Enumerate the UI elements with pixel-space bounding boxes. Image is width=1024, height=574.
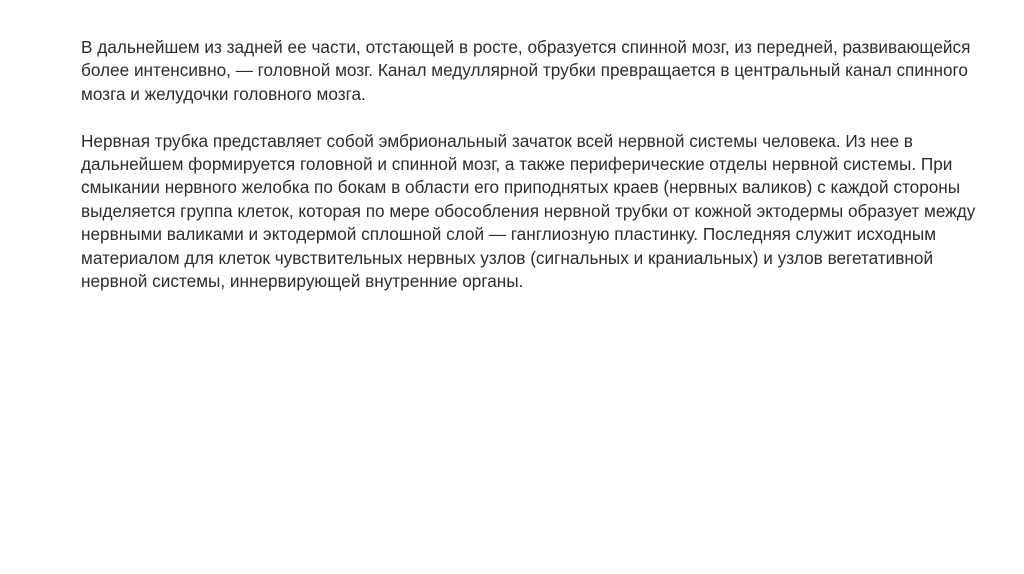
paragraph-spinal-cord: В дальнейшем из задней ее части, отстающей в росте, образуется спинной мозг, из передней, развивающейся более интенсивно, — головной мозг. Канал медуллярной трубки превращается в центральный канал спинного мозга и желудочки головного мозга. xyxy=(81,37,971,104)
text-block xyxy=(81,36,1001,293)
paragraph-neural-tube: Нервная трубка представляет собой эмбриональный зачаток всей нервной системы человека. Из нее в дальнейшем формируется головной и спинной мозг, а также периферические отделы нервной системы. При смыкании нервного желобка по бокам в области его приподнятых краев (нервных валиков) с каждой стороны выделяется группа клеток, которая по мере обособления нервной трубки от кожной эктодермы образует между нервными валиками и эктодермой сплошной слой — ганглиозную пластинку. Последняя служит исходным материалом для клеток чувствительных нервных узлов (сигнальных и краниальных) и узлов вегетативной нервной системы, иннервирующей внутренние органы. xyxy=(81,130,976,292)
